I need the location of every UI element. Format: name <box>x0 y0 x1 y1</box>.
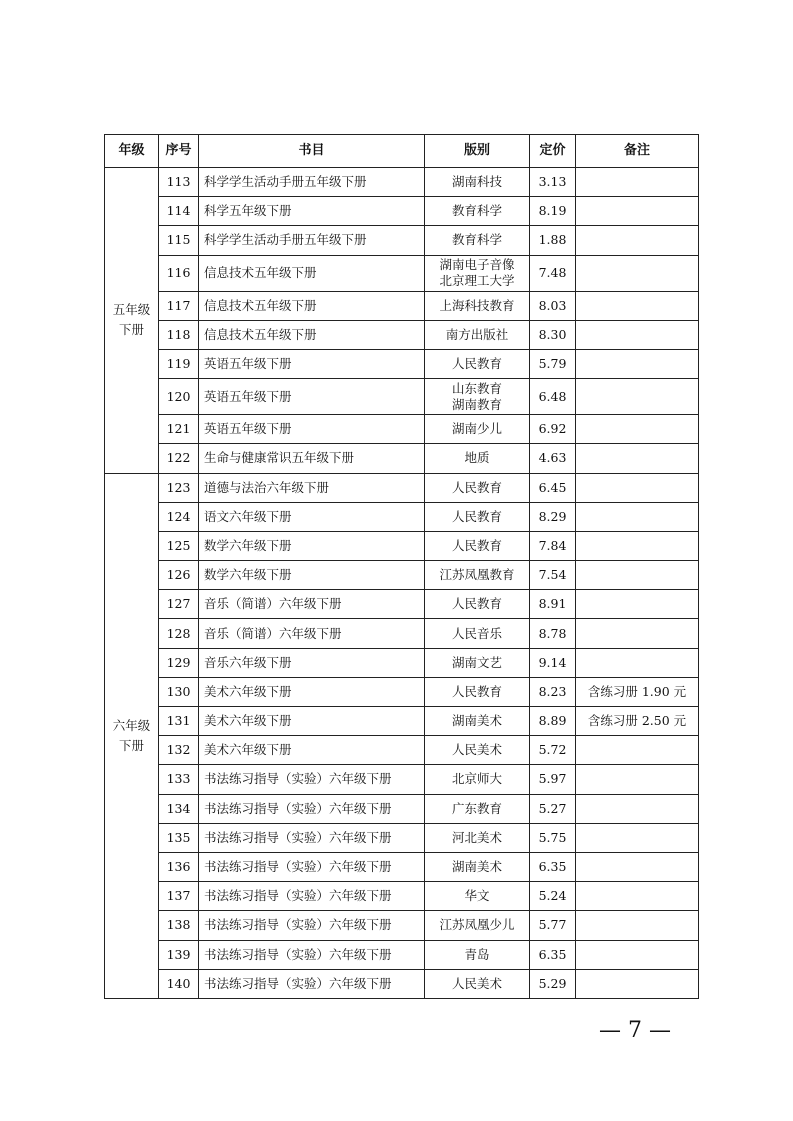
cell-price: 5.72 <box>530 736 576 765</box>
cell-note <box>576 349 699 378</box>
table-row <box>105 502 699 531</box>
grade-cell <box>105 168 159 474</box>
cell-note <box>576 619 699 648</box>
cell-publisher <box>425 852 530 881</box>
cell-note <box>576 561 699 590</box>
cell-title: 书法练习指导（实验）六年级下册 <box>199 765 425 794</box>
table-row <box>105 648 699 677</box>
table-row <box>105 379 699 415</box>
cell-publisher <box>425 320 530 349</box>
cell-note <box>576 255 699 291</box>
publisher-line: 湖南美术 <box>451 713 502 729</box>
cell-price: 7.54 <box>530 561 576 590</box>
cell-no: 132 <box>159 736 199 765</box>
cell-publisher <box>425 531 530 560</box>
cell-note <box>576 590 699 619</box>
header-price: 定价 <box>530 135 576 168</box>
grade-label: 六年级下册 <box>112 717 151 753</box>
publisher-line: 人民教育 <box>451 596 502 612</box>
cell-publisher <box>425 707 530 736</box>
cell-price: 6.35 <box>530 852 576 881</box>
cell-price: 8.78 <box>530 619 576 648</box>
cell-title: 音乐（简谱）六年级下册 <box>199 590 425 619</box>
cell-price: 5.27 <box>530 794 576 823</box>
cell-title: 英语五年级下册 <box>199 415 425 444</box>
cell-price: 8.19 <box>530 197 576 226</box>
cell-price: 5.29 <box>530 969 576 998</box>
cell-price: 7.84 <box>530 531 576 560</box>
table-row <box>105 590 699 619</box>
cell-no: 135 <box>159 823 199 852</box>
table-row <box>105 561 699 590</box>
cell-publisher <box>425 473 530 502</box>
table-row <box>105 765 699 794</box>
cell-title: 美术六年级下册 <box>199 736 425 765</box>
cell-note <box>576 911 699 940</box>
table-row <box>105 940 699 969</box>
cell-publisher <box>425 940 530 969</box>
cell-no: 119 <box>159 349 199 378</box>
cell-no: 115 <box>159 226 199 255</box>
cell-publisher <box>425 291 530 320</box>
cell-note <box>576 969 699 998</box>
cell-price: 8.91 <box>530 590 576 619</box>
cell-note <box>576 444 699 473</box>
cell-title: 信息技术五年级下册 <box>199 291 425 320</box>
table-row <box>105 911 699 940</box>
publisher-line: 上海科技教育 <box>439 297 515 313</box>
cell-no: 116 <box>159 255 199 291</box>
cell-no: 138 <box>159 911 199 940</box>
cell-note <box>576 794 699 823</box>
cell-publisher <box>425 349 530 378</box>
publisher-line: 人民美术 <box>451 742 502 758</box>
publisher-line: 南方出版社 <box>445 326 509 342</box>
publisher-line: 江苏凤凰教育 <box>439 567 515 583</box>
table-row <box>105 291 699 320</box>
table-row <box>105 619 699 648</box>
cell-note <box>576 852 699 881</box>
header-publisher: 版别 <box>425 135 530 168</box>
header-note: 备注 <box>576 135 699 168</box>
cell-publisher <box>425 794 530 823</box>
cell-title: 科学学生活动手册五年级下册 <box>199 226 425 255</box>
publisher-line: 人民教育 <box>451 479 502 495</box>
publisher-line: 河北美术 <box>451 829 502 845</box>
cell-price: 9.14 <box>530 648 576 677</box>
textbook-price-table <box>104 134 699 999</box>
cell-publisher <box>425 226 530 255</box>
cell-title: 英语五年级下册 <box>199 379 425 415</box>
cell-publisher <box>425 677 530 706</box>
cell-no: 122 <box>159 444 199 473</box>
cell-price: 6.45 <box>530 473 576 502</box>
cell-publisher <box>425 736 530 765</box>
cell-price: 8.29 <box>530 502 576 531</box>
cell-publisher <box>425 648 530 677</box>
table-row <box>105 736 699 765</box>
cell-note <box>576 765 699 794</box>
cell-title: 数学六年级下册 <box>199 531 425 560</box>
header-no: 序号 <box>159 135 199 168</box>
cell-price: 5.77 <box>530 911 576 940</box>
cell-price: 7.48 <box>530 255 576 291</box>
cell-price: 6.92 <box>530 415 576 444</box>
cell-title: 书法练习指导（实验）六年级下册 <box>199 911 425 940</box>
cell-price: 3.13 <box>530 168 576 197</box>
publisher-line: 湖南科技 <box>451 174 502 190</box>
cell-note <box>576 197 699 226</box>
cell-no: 113 <box>159 168 199 197</box>
cell-no: 139 <box>159 940 199 969</box>
cell-title: 生命与健康常识五年级下册 <box>199 444 425 473</box>
grade-label: 五年级下册 <box>112 302 151 338</box>
cell-note <box>576 736 699 765</box>
cell-publisher <box>425 379 530 415</box>
cell-publisher <box>425 444 530 473</box>
cell-price: 6.48 <box>530 379 576 415</box>
cell-no: 118 <box>159 320 199 349</box>
cell-note <box>576 502 699 531</box>
cell-no: 133 <box>159 765 199 794</box>
cell-price: 5.97 <box>530 765 576 794</box>
publisher-line: 湖南电子音像 <box>439 257 515 273</box>
cell-title: 书法练习指导（实验）六年级下册 <box>199 852 425 881</box>
cell-no: 128 <box>159 619 199 648</box>
cell-no: 127 <box>159 590 199 619</box>
cell-no: 114 <box>159 197 199 226</box>
cell-price: 5.75 <box>530 823 576 852</box>
cell-price: 8.03 <box>530 291 576 320</box>
cell-no: 124 <box>159 502 199 531</box>
table-row <box>105 168 699 197</box>
cell-publisher <box>425 197 530 226</box>
cell-no: 120 <box>159 379 199 415</box>
cell-note <box>576 168 699 197</box>
table-row <box>105 969 699 998</box>
publisher-line: 北京理工大学 <box>439 273 515 289</box>
cell-note <box>576 379 699 415</box>
cell-title: 语文六年级下册 <box>199 502 425 531</box>
cell-title: 数学六年级下册 <box>199 561 425 590</box>
table-row <box>105 677 699 706</box>
cell-note <box>576 415 699 444</box>
cell-price: 1.88 <box>530 226 576 255</box>
publisher-line: 山东教育 <box>451 380 502 396</box>
cell-publisher <box>425 590 530 619</box>
cell-title: 音乐（简谱）六年级下册 <box>199 619 425 648</box>
cell-note <box>576 648 699 677</box>
publisher-line: 人民教育 <box>451 683 502 699</box>
cell-note: 含练习册 2.50 元 <box>576 707 699 736</box>
header-title: 书目 <box>199 135 425 168</box>
cell-price: 8.23 <box>530 677 576 706</box>
cell-no: 126 <box>159 561 199 590</box>
cell-title: 道德与法治六年级下册 <box>199 473 425 502</box>
grade-cell <box>105 473 159 998</box>
cell-title: 音乐六年级下册 <box>199 648 425 677</box>
cell-publisher <box>425 255 530 291</box>
publisher-line: 人民教育 <box>451 508 502 524</box>
cell-no: 131 <box>159 707 199 736</box>
cell-price: 6.35 <box>530 940 576 969</box>
cell-note <box>576 291 699 320</box>
cell-publisher <box>425 765 530 794</box>
publisher-line: 北京师大 <box>451 771 502 787</box>
cell-no: 134 <box>159 794 199 823</box>
table-row <box>105 226 699 255</box>
cell-note: 含练习册 1.90 元 <box>576 677 699 706</box>
cell-title: 科学学生活动手册五年级下册 <box>199 168 425 197</box>
cell-title: 信息技术五年级下册 <box>199 320 425 349</box>
cell-price: 5.79 <box>530 349 576 378</box>
cell-no: 125 <box>159 531 199 560</box>
cell-title: 书法练习指导（实验）六年级下册 <box>199 823 425 852</box>
cell-price: 8.30 <box>530 320 576 349</box>
cell-title: 信息技术五年级下册 <box>199 255 425 291</box>
table-row <box>105 794 699 823</box>
cell-title: 美术六年级下册 <box>199 707 425 736</box>
cell-no: 117 <box>159 291 199 320</box>
cell-title: 书法练习指导（实验）六年级下册 <box>199 882 425 911</box>
cell-note <box>576 531 699 560</box>
table-header-row <box>105 135 699 168</box>
cell-publisher <box>425 502 530 531</box>
publisher-line: 湖南少儿 <box>451 421 502 437</box>
cell-no: 129 <box>159 648 199 677</box>
table-row <box>105 197 699 226</box>
cell-note <box>576 226 699 255</box>
cell-note <box>576 320 699 349</box>
cell-publisher <box>425 882 530 911</box>
cell-publisher <box>425 911 530 940</box>
table-row <box>105 473 699 502</box>
cell-note <box>576 882 699 911</box>
cell-note <box>576 940 699 969</box>
table-row <box>105 349 699 378</box>
cell-no: 140 <box>159 969 199 998</box>
publisher-line: 青岛 <box>464 946 490 962</box>
cell-title: 书法练习指导（实验）六年级下册 <box>199 969 425 998</box>
publisher-line: 人民教育 <box>451 537 502 553</box>
cell-title: 英语五年级下册 <box>199 349 425 378</box>
publisher-line: 广东教育 <box>451 800 502 816</box>
cell-publisher <box>425 619 530 648</box>
page-number: — 7 — <box>599 1018 671 1043</box>
publisher-line: 湖南美术 <box>451 859 502 875</box>
publisher-line: 教育科学 <box>451 203 502 219</box>
table-row <box>105 444 699 473</box>
publisher-line: 人民音乐 <box>451 625 502 641</box>
publisher-line: 湖南文艺 <box>451 654 502 670</box>
table-body <box>105 168 699 999</box>
cell-note <box>576 823 699 852</box>
publisher-line: 江苏凤凰少儿 <box>439 917 515 933</box>
cell-note <box>576 473 699 502</box>
cell-title: 书法练习指导（实验）六年级下册 <box>199 794 425 823</box>
cell-no: 130 <box>159 677 199 706</box>
publisher-line: 人民教育 <box>451 356 502 372</box>
cell-publisher <box>425 969 530 998</box>
cell-title: 科学五年级下册 <box>199 197 425 226</box>
cell-publisher <box>425 823 530 852</box>
cell-price: 4.63 <box>530 444 576 473</box>
table-row <box>105 255 699 291</box>
publisher-line: 教育科学 <box>451 232 502 248</box>
publisher-line: 地质 <box>464 450 490 466</box>
cell-price: 8.89 <box>530 707 576 736</box>
cell-price: 5.24 <box>530 882 576 911</box>
table-row <box>105 320 699 349</box>
cell-publisher <box>425 415 530 444</box>
cell-no: 137 <box>159 882 199 911</box>
table-row <box>105 852 699 881</box>
publisher-line: 湖南教育 <box>451 396 502 412</box>
cell-no: 121 <box>159 415 199 444</box>
cell-publisher <box>425 561 530 590</box>
publisher-line: 华文 <box>464 888 490 904</box>
table-row <box>105 415 699 444</box>
table-row <box>105 531 699 560</box>
table-row <box>105 823 699 852</box>
header-grade: 年级 <box>105 135 159 168</box>
cell-no: 136 <box>159 852 199 881</box>
table-row <box>105 707 699 736</box>
cell-title: 美术六年级下册 <box>199 677 425 706</box>
table-row <box>105 882 699 911</box>
publisher-line: 人民美术 <box>451 975 502 991</box>
cell-title: 书法练习指导（实验）六年级下册 <box>199 940 425 969</box>
cell-no: 123 <box>159 473 199 502</box>
cell-publisher <box>425 168 530 197</box>
